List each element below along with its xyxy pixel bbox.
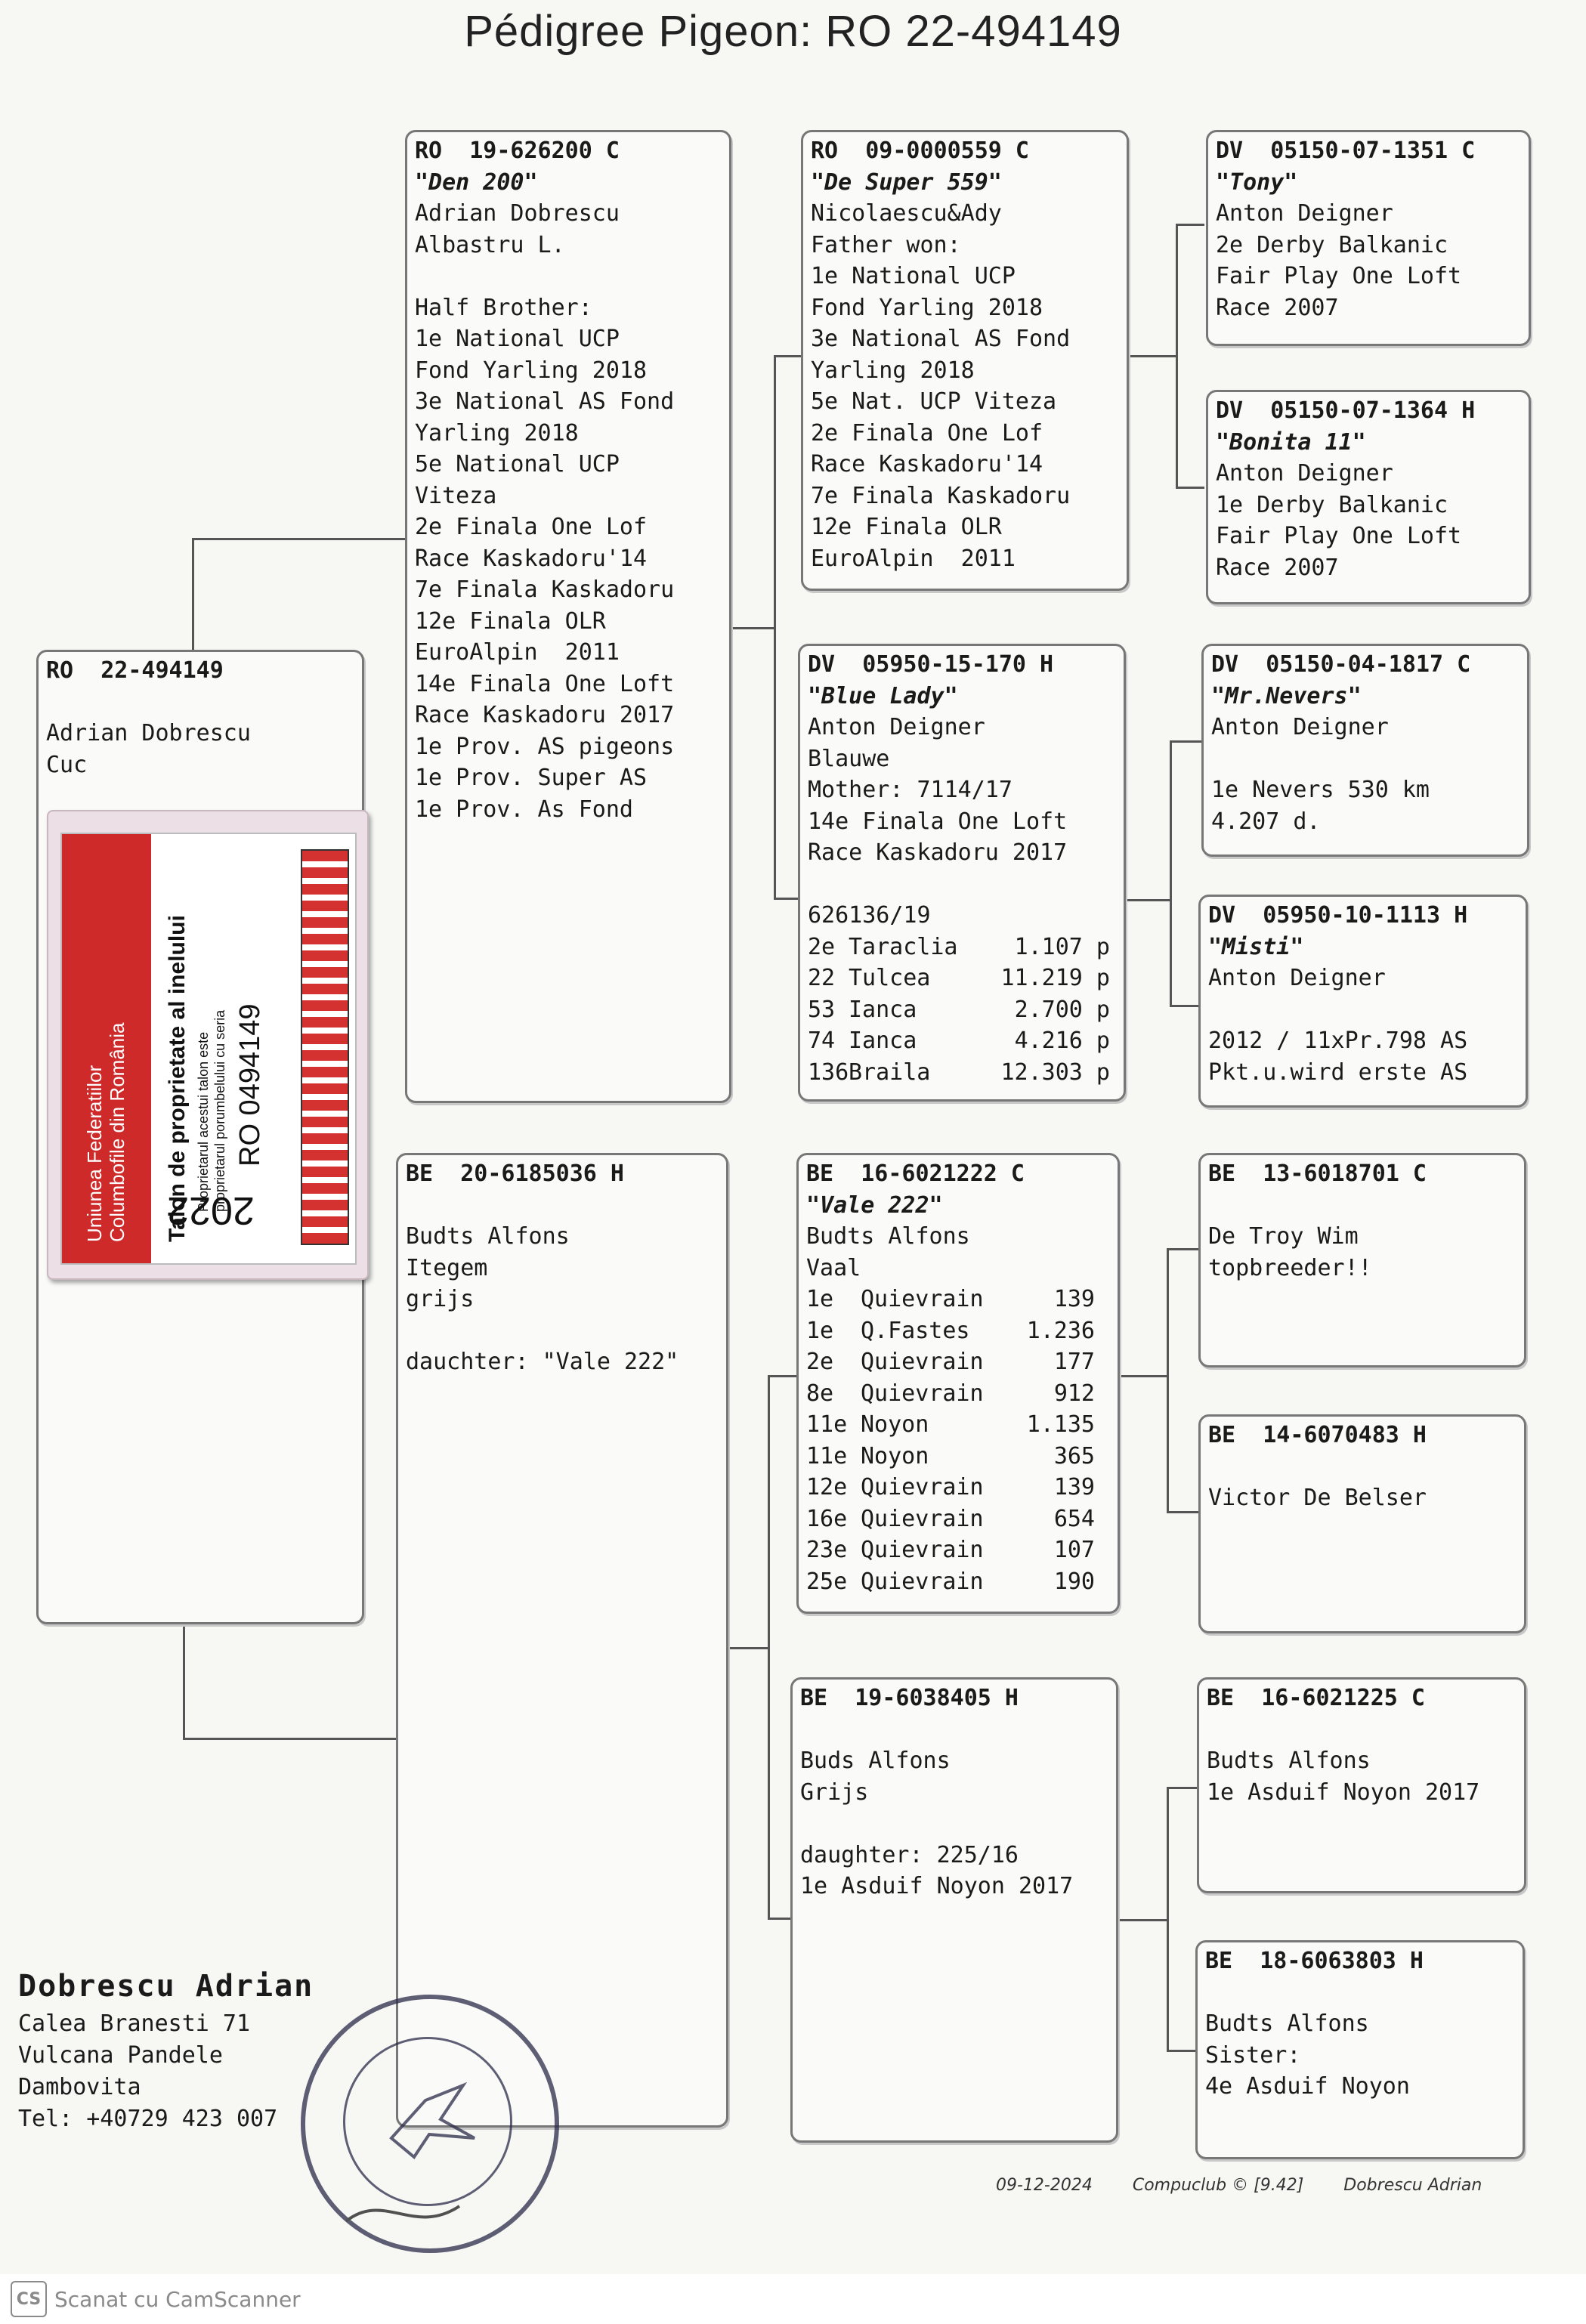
result-race: Braila [849, 1058, 931, 1086]
detail-line: Race Kaskadoru 2017 [415, 702, 675, 728]
result-race: Quievrain [861, 1380, 984, 1407]
detail-line: 14e Finala One Loft [415, 670, 675, 697]
software-credit: Compuclub © [9.42] [1132, 2176, 1304, 2195]
detail-line: 1e Derby Balkanic [1216, 491, 1448, 518]
result-race: Taraclia [849, 933, 958, 960]
detail-line: Budts Alfons [1207, 1748, 1371, 1774]
detail-line: Adrian Dobrescu [415, 200, 620, 227]
connector [1120, 1919, 1168, 1921]
pigeon-name: "Misti" [1208, 933, 1304, 960]
connector [1176, 487, 1204, 489]
connector [1167, 1248, 1169, 1513]
result-value: 139 [1053, 1286, 1095, 1312]
result-value: 190 [1053, 1568, 1095, 1595]
result-race: Noyon [861, 1411, 929, 1438]
detail-line: Budts Alfons [806, 1223, 970, 1250]
result-value: 107 [1053, 1537, 1095, 1563]
result-row [808, 1025, 1116, 1057]
detail-line: 4e Asduif Noyon [1205, 2073, 1410, 2100]
ssd-box [1206, 390, 1531, 604]
pigeon-name: "Den 200" [415, 168, 538, 196]
detail-line: 1e Asduif Noyon 2017 [1207, 1779, 1480, 1806]
connector [1120, 1375, 1168, 1377]
ring-number: BE 13-6018701 C [1208, 1160, 1427, 1187]
card-header-band [62, 834, 151, 1263]
result-value: 4.216 p [1014, 1028, 1110, 1054]
detail-line: dauchter: "Vale 222" [406, 1349, 679, 1375]
result-row [808, 963, 1116, 994]
detail-line: 2e Derby Balkanic [1216, 231, 1448, 258]
ring-number: DV 05150-07-1351 C [1216, 138, 1476, 164]
sdd-box [1198, 895, 1528, 1108]
detail-line: Yarling 2018 [811, 357, 975, 384]
card-pattern [301, 849, 349, 1245]
ring-number: BE 18-6063803 H [1205, 1948, 1424, 1974]
result-row [806, 1534, 1110, 1566]
result-value: 1.135 [1026, 1411, 1095, 1438]
watermark-text: Scanat cu CamScanner [54, 2286, 301, 2312]
connector [725, 1647, 769, 1649]
result-place: 8e [806, 1380, 834, 1407]
result-value: 654 [1053, 1505, 1095, 1532]
detail-line: Buds Alfons [800, 1748, 951, 1774]
result-row [806, 1566, 1110, 1598]
result-place: 2e [808, 933, 836, 960]
detail-line: 626136/19 [808, 902, 931, 929]
card-subtext-2: proprietarul porumbelului cu seria [212, 1009, 227, 1212]
result-race: Noyon [861, 1442, 929, 1469]
detail-line: 2e Finala One Lof [811, 419, 1043, 447]
detail-line: Anton Deigner [1216, 460, 1393, 487]
ring-number: BE 19-6038405 H [800, 1685, 1019, 1711]
detail-line: Race 2007 [1216, 294, 1339, 321]
card-year: 2022 [167, 1188, 255, 1232]
sss-box [1206, 130, 1531, 346]
result-place: 136 [808, 1058, 849, 1086]
detail-line: 7e Finala Kaskadoru [415, 576, 675, 603]
ring-number: BE 16-6021225 C [1207, 1685, 1425, 1711]
result-race: Quievrain [861, 1568, 984, 1595]
connector [192, 538, 194, 665]
ring-number: RO 22-494149 [46, 657, 224, 684]
result-place: 11e [806, 1411, 848, 1438]
result-race: Quievrain [861, 1537, 984, 1563]
connector [1170, 740, 1172, 1006]
result-race: Quievrain [861, 1474, 984, 1500]
card-heading: Talon de proprietate al inelului [165, 915, 190, 1242]
detail-line: 1e National UCP [415, 326, 620, 352]
result-row [806, 1409, 1110, 1441]
detail-line: Anton Deigner [1208, 965, 1386, 991]
detail-line: De Troy Wim [1208, 1223, 1359, 1250]
pigeon-name: "Tony" [1216, 168, 1298, 196]
detail-line: 2e Finala One Lof [415, 514, 648, 540]
dss-box [1198, 1153, 1526, 1368]
detail-line: Anton Deigner [1216, 200, 1393, 227]
pigeon-name: "Blue Lady" [808, 682, 958, 709]
color: Cuc [46, 751, 88, 778]
detail-line: 5e Nat. UCP Viteza [811, 388, 1057, 415]
result-race: Q.Fastes [861, 1317, 970, 1344]
dam-dam-box [790, 1677, 1118, 2143]
detail-line: grijs [406, 1286, 475, 1312]
result-value: 365 [1053, 1442, 1095, 1469]
result-race: Tulcea [849, 965, 931, 991]
detail-line: Father won: [811, 231, 961, 258]
pigeon-name: "Vale 222" [806, 1191, 943, 1219]
detail-line: Yarling 2018 [415, 419, 579, 447]
card-subtext-1: Proprietarul acestui talon este [196, 1031, 211, 1212]
detail-line: 2012 / 11xPr.798 AS [1208, 1028, 1468, 1054]
result-place: 16e [806, 1505, 848, 1532]
detail-line: Fond Yarling 2018 [415, 357, 648, 384]
connector [728, 627, 775, 629]
detail-line: Fair Play One Loft [1216, 523, 1462, 549]
result-value: 2.700 p [1014, 996, 1110, 1023]
detail-line: 1e Prov. Super AS [415, 765, 648, 791]
print-date: 09-12-2024 [996, 2176, 1093, 2195]
connector [1167, 1511, 1198, 1513]
detail-line: Nicolaescu&Ady [811, 200, 1002, 227]
result-value: 912 [1053, 1380, 1095, 1407]
result-value: 11.219 p [1000, 965, 1110, 991]
ring-number: DV 05950-10-1113 H [1208, 902, 1468, 929]
connector [1170, 740, 1201, 743]
result-place: 25e [806, 1568, 848, 1595]
connector [1167, 2050, 1198, 2052]
result-row [808, 994, 1116, 1026]
connector [768, 1375, 770, 1919]
result-place: 11e [806, 1442, 848, 1469]
detail-line: Albastru L. [415, 231, 565, 258]
detail-line: 1e Nevers 530 km [1211, 777, 1430, 803]
detail-line: Viteza [415, 482, 497, 509]
detail-line: Race Kaskadoru'14 [415, 545, 648, 572]
detail-line: 14e Finala One Loft [808, 808, 1068, 835]
result-value: 1.236 [1026, 1317, 1095, 1344]
detail-line: Race Kaskadoru'14 [811, 451, 1043, 477]
result-race: Ianca [849, 1028, 917, 1054]
connector [774, 355, 776, 899]
breeder-town: Vulcana Pandele [18, 2042, 223, 2069]
pigeon-name: "Bonita 11" [1216, 428, 1366, 456]
detail-line: 12e Finala OLR [811, 514, 1002, 540]
connector [192, 538, 405, 540]
breeder-info [18, 1964, 314, 2135]
detail-line: Pkt.u.wird erste AS [1208, 1058, 1468, 1086]
detail-line: Blauwe [808, 745, 890, 772]
result-row [806, 1346, 1110, 1378]
connector [1167, 1248, 1198, 1250]
detail-line: Itegem [406, 1254, 488, 1281]
detail-line: Anton Deigner [1211, 714, 1389, 740]
detail-line: Fond Yarling 2018 [811, 294, 1043, 321]
detail-line: daughter: 225/16 [800, 1841, 1019, 1868]
detail-line: topbreeder!! [1208, 1254, 1372, 1281]
detail-line: Victor De Belser [1208, 1485, 1427, 1511]
detail-line: 1e National UCP [811, 263, 1016, 289]
connector [183, 1624, 185, 1739]
owner: Adrian Dobrescu [46, 720, 251, 746]
detail-line: 3e National AS Fond [415, 388, 675, 415]
ring-number: RO 09-0000559 C [811, 138, 1029, 164]
result-row [806, 1315, 1110, 1347]
result-row [806, 1284, 1110, 1315]
result-place: 23e [806, 1537, 848, 1563]
connector [768, 1375, 796, 1377]
card-org-line2: Columbofile din România [106, 1022, 128, 1242]
sire-box [405, 130, 731, 1103]
result-race: Quievrain [861, 1505, 984, 1532]
pigeon-name: "Mr.Nevers" [1211, 682, 1362, 709]
result-place: 74 [808, 1028, 836, 1054]
result-row [808, 932, 1116, 963]
ring-number: RO 19-626200 C [415, 138, 620, 164]
detail-line: EuroAlpin 2011 [415, 639, 620, 666]
sds-box [1201, 644, 1529, 857]
connector [1126, 355, 1177, 357]
result-race: Quievrain [861, 1349, 984, 1375]
print-footer [996, 2176, 1516, 2195]
sire-sire-box [801, 130, 1129, 591]
scanner-watermark [0, 2274, 1586, 2324]
detail-line: Budts Alfons [1205, 2010, 1369, 2037]
ring-number: BE 20-6185036 H [406, 1160, 624, 1187]
result-row [808, 1057, 1116, 1089]
breeder-name: Dobrescu Adrian [18, 1969, 314, 2004]
ddd-box [1195, 1940, 1525, 2159]
result-race: Quievrain [861, 1286, 984, 1312]
detail-line: 4.207 d. [1211, 808, 1321, 835]
detail-line: EuroAlpin 2011 [811, 545, 1016, 572]
detail-line: Race 2007 [1216, 554, 1339, 581]
connector [1176, 224, 1204, 226]
result-place: 12e [806, 1474, 848, 1500]
connector [774, 898, 801, 900]
footer-author: Dobrescu Adrian [1343, 2176, 1482, 2195]
breeder-stamp [301, 1995, 559, 2253]
page-title: Pédigree Pigeon: RO 22-494149 [464, 7, 1122, 56]
connector [1123, 899, 1171, 901]
result-row [806, 1378, 1110, 1410]
camscanner-icon: CS [11, 2281, 47, 2317]
stamp-bird-icon [301, 1995, 550, 2244]
connector [1176, 224, 1178, 488]
dam-box [396, 1153, 728, 2128]
result-place: 22 [808, 965, 836, 991]
detail-line: Budts Alfons [406, 1223, 570, 1250]
connector [774, 355, 801, 357]
result-value: 177 [1053, 1349, 1095, 1375]
result-row [806, 1472, 1110, 1503]
detail-line: 7e Finala Kaskadoru [811, 482, 1071, 509]
ring-number: DV 05950-15-170 H [808, 651, 1054, 678]
detail-line: Grijs [800, 1779, 869, 1806]
result-race: Ianca [849, 996, 917, 1023]
result-row [806, 1441, 1110, 1473]
result-place: 1e [806, 1317, 834, 1344]
ring-number: BE 16-6021222 C [806, 1160, 1025, 1187]
dam-sire-box [796, 1153, 1120, 1614]
detail-line: Race Kaskadoru 2017 [808, 839, 1068, 866]
connector [183, 1738, 396, 1740]
detail-line: Sister: [1205, 2041, 1301, 2069]
detail-line: Fair Play One Loft [1216, 263, 1462, 289]
detail-line: Vaal [806, 1254, 861, 1281]
result-value: 1.107 p [1014, 933, 1110, 960]
sire-dam-box [798, 644, 1126, 1102]
result-value: 139 [1053, 1474, 1095, 1500]
result-place: 53 [808, 996, 836, 1023]
detail-line: 3e National AS Fond [811, 326, 1071, 352]
detail-line: 1e Prov. As Fond [415, 796, 633, 823]
ring-number: BE 14-6070483 H [1208, 1422, 1427, 1448]
connector [1167, 1787, 1198, 1789]
breeder-county: Dambovita [18, 2074, 141, 2100]
ring-number: DV 05150-04-1817 C [1211, 651, 1471, 678]
card-org-line1: Uniunea Federatiilor [83, 1065, 106, 1242]
result-place: 2e [806, 1349, 834, 1375]
ring-ownership-card [47, 810, 369, 1280]
result-place: 1e [806, 1286, 834, 1312]
detail-line: Mother: 7114/17 [808, 777, 1013, 803]
connector [1170, 1005, 1201, 1007]
detail-line: 1e Prov. AS pigeons [415, 733, 675, 760]
card-ring-number: RO 0494149 [234, 1003, 266, 1167]
breeder-street: Calea Branesti 71 [18, 2010, 251, 2037]
result-row [806, 1503, 1110, 1535]
connector [1167, 1787, 1169, 2051]
breeder-phone: Tel: +40729 423 007 [18, 2106, 278, 2132]
detail-line: 1e Asduif Noyon 2017 [800, 1873, 1074, 1899]
dsd-box [1198, 1414, 1526, 1633]
result-value: 12.303 p [1000, 1058, 1110, 1086]
dds-box [1197, 1677, 1526, 1893]
detail-line: Half Brother: [415, 294, 592, 321]
pigeon-name: "De Super 559" [811, 168, 1002, 196]
ring-number: DV 05150-07-1364 H [1216, 397, 1476, 424]
detail-line: Anton Deigner [808, 714, 985, 740]
detail-line: 12e Finala OLR [415, 607, 606, 635]
detail-line: 5e National UCP [415, 451, 620, 477]
